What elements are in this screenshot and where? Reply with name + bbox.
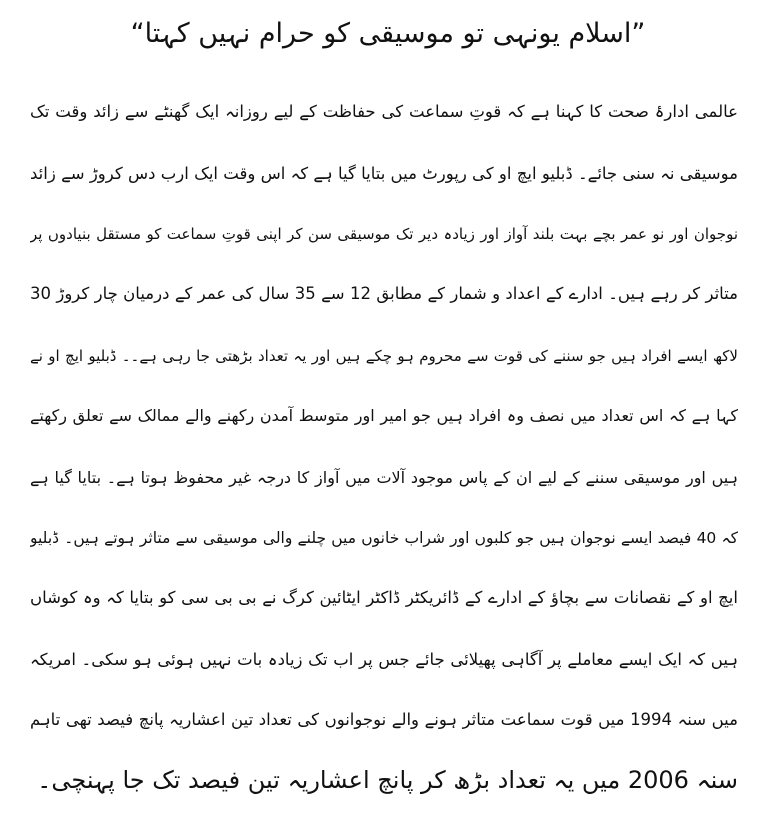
paragraph-line-last: سنہ 2006 میں یہ تعداد بڑھ کر پانچ اعشاریہ تین فیصد تک جا پہنچی۔ [37, 766, 738, 794]
paragraph-line: ہیں کہ ایک ایسے معاملے پر آگاہی پھیلائی جائے جس پر اب تک زیادہ بات نہیں ہوئی ہو سکی۔ امریکہ [30, 650, 738, 669]
paragraph-line: میں سنہ 1994 میں قوت سماعت متاثر ہونے والے نوجوانوں کی تعداد تین اعشاریہ پانچ فیصد تھی تاہم [30, 710, 738, 729]
paragraph-line: نوجوان اور نو عمر بچے بہت بلند آواز اور زیادہ دیر تک موسیقی سن کر اپنی قوتِ سماعت کو مستقل بنیادوں پر [30, 225, 738, 243]
paragraph-line: لاکھ ایسے افراد ہیں جو سننے کی قوت سے محروم ہو چکے ہیں اور یہ تعداد بڑھتی جا رہی ہے۔۔ ڈبلیو ایچ او نے [30, 347, 738, 365]
paragraph-line: ایچ او کے نقصانات سے بچاؤ کے ادارے کے ڈائریکٹر ڈاکٹر ایٹائین کرگ نے بی بی سی کو بتایا کہ وہ کوشاں [30, 588, 738, 607]
article-heading: ”اسلام یونہی تو موسیقی کو حرام نہیں کہتا“ [130, 18, 646, 49]
paragraph-line: متاثر کر رہے ہیں۔ ادارے کے اعداد و شمار کے مطابق 12 سے 35 سال کی عمر کے درمیان چار کروڑ 30 [30, 284, 738, 303]
paragraph-line: ہیں اور موسیقی سننے کے لیے ان کے پاس موجود آلات میں آواز کا درجہ غیر محفوظ ہوتا ہے۔ بتایا گیا ہے [30, 468, 738, 487]
paragraph-line: کہ 40 فیصد ایسے نوجوان ہیں جو کلبوں اور شراب خانوں میں چلنے والی موسیقی سے متاثر ہوتے ہیں۔ ڈبلیو [30, 529, 738, 547]
paragraph-line: عالمی ادارۂ صحت کا کہنا ہے کہ قوتِ سماعت کی حفاظت کے لیے روزانہ ایک گھنٹے سے زائد وقت تک [30, 102, 738, 121]
paragraph-line: کہا ہے کہ اس تعداد میں نصف وہ افراد ہیں جو امیر اور متوسط آمدن رکھنے والے ممالک سے تعلق رکھتے [30, 406, 738, 425]
paragraph-line: موسیقی نہ سنی جائے۔ ڈبلیو ایچ او کی رپورٹ میں بتایا گیا ہے کہ اس وقت ایک ارب دس کروڑ سے زائد [30, 164, 738, 183]
